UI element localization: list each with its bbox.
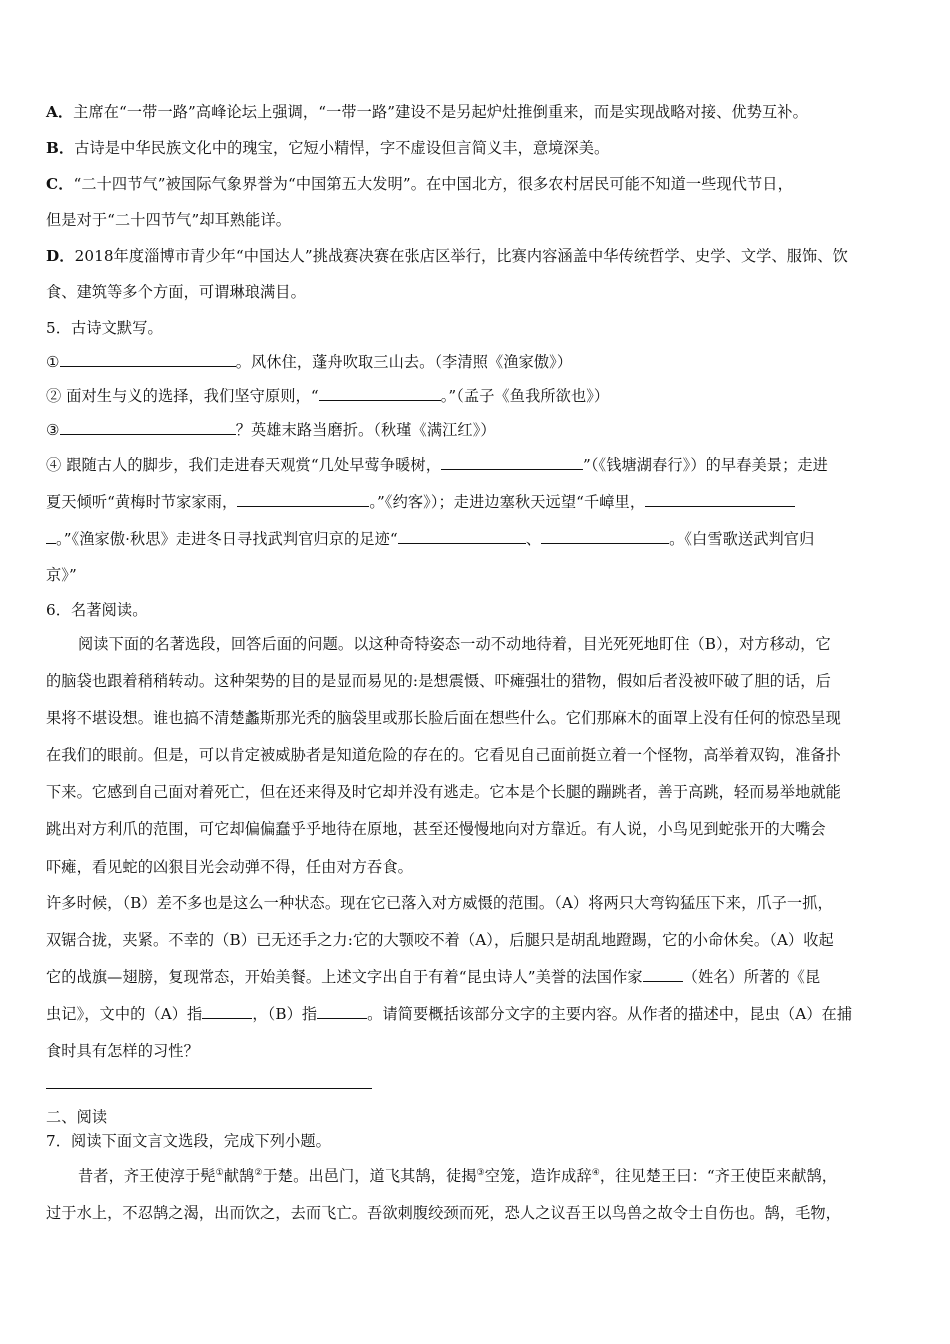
option-b <box>46 138 609 158</box>
passage-line: 阅读下面的名著选段，回答后面的问题。以这种奇特姿态一动不动地待着，目光死死地盯住（B），对方移动，它 <box>78 635 831 653</box>
passage-line: 双锯合拢，夹紧。不幸的（B）已无还手之力:它的大颚咬不着（A），后腿只是胡乱地蹬踢，它的小命休矣。（A）收起 <box>46 931 834 949</box>
option-letter: C． <box>46 175 74 193</box>
q5-title: 5．古诗文默写。 <box>46 319 163 337</box>
answer-line <box>46 1088 372 1089</box>
answer-blank <box>645 492 795 507</box>
answer-blank <box>319 386 441 401</box>
answer-blank <box>202 1004 252 1019</box>
option-d-cont: 食、建筑等多个方面，可谓琳琅满目。 <box>46 283 306 301</box>
option-text: 主席在“一带一路”高峰论坛上强调，“一带一路”建设不是另起炉灶推倒重来，而是实现战略对接、优势互补。 <box>73 103 808 121</box>
option-letter: D． <box>46 247 75 265</box>
passage-line: 果将不堪设想。谁也搞不清楚蠡斯那光秃的脑袋里或那长脸后面在想些什么。它们那麻木的面罩上没有任何的惊恐呈现 <box>46 709 841 727</box>
passage-line: 它的战旗—翅膀，复现常态，开始美餐。上述文字出自于有着“昆虫诗人”美誉的法国作家 （姓名）所著的《昆 <box>46 968 821 986</box>
answer-blank <box>46 529 56 544</box>
section-title: 二、阅读 <box>46 1108 108 1126</box>
passage-line: 吓瘫，看见蛇的凶狠目光会动弹不得，任由对方吞食。 <box>46 858 413 876</box>
option-d <box>46 246 848 266</box>
q5-line-3: ③ ？英雄末路当磨折。（秋瑾《满江红》） <box>46 421 496 439</box>
q6-title: 6．名著阅读。 <box>46 601 148 619</box>
passage-line: 许多时候，（B）差不多也是这么一种状态。现在它已落入对方威慑的范围。（A）将两只大弯钩猛压下来，爪子一抓， <box>46 894 833 912</box>
answer-blank <box>398 529 526 544</box>
option-text: 古诗是中华民族文化中的瑰宝，它短小精悍，字不虚设但言简义丰，意境深美。 <box>74 139 610 157</box>
passage-line: 跳出对方利爪的范围，可它却偏偏蠢乎乎地待在原地，甚至还慢慢地向对方靠近。有人说，小鸟见到蛇张开的大嘴会 <box>46 820 826 838</box>
answer-blank <box>60 352 236 367</box>
q5-line-6: 。”《渔家傲·秋思》走进冬日寻找武判官归京的足迹“ 、 。《白雪歌送武判官归 <box>46 529 814 549</box>
option-text: 2018年度淄博市青少年“中国达人”挑战赛决赛在张店区举行，比赛内容涵盖中华传统哲学、史学、文学、服饰、饮 <box>74 247 848 265</box>
passage-line: 在我们的眼前。但是，可以肯定被威胁者是知道危险的存在的。它看见自己面前挺立着一个怪物，高举着双钩，准备扑 <box>46 746 841 764</box>
option-a <box>46 102 808 122</box>
classical-line: 昔者，齐王使淳于髡①献鹄②于楚。出邑门，道飞其鹄，徒揭③空笼，造诈成辞④，往见楚王曰：“齐王使臣来献鹄， <box>78 1167 838 1185</box>
answer-blank <box>643 967 683 982</box>
passage-line: 食时具有怎样的习性？ <box>46 1042 199 1060</box>
q5-line-1: ① 。风休住，蓬舟吹取三山去。（李清照《渔家傲》） <box>46 353 573 371</box>
answer-blank <box>60 420 236 435</box>
answer-blank <box>317 1004 367 1019</box>
q5-line-2: ② 面对生与义的选择，我们坚守原则，“ 。”（孟子《鱼我所欲也》） <box>46 387 610 405</box>
q5-line-4: ④ 跟随古人的脚步，我们走进春天观赏“几处早莺争暖树， ”（《钱塘湖春行》）的早春美景；走进 <box>46 456 828 474</box>
option-text: “二十四节气”被国际气象界誉为“中国第五大发明”。在中国北方，很多农村居民可能不知道一些现代节日， <box>73 175 793 193</box>
q5-line-7: 京》” <box>46 566 77 584</box>
answer-blank <box>237 492 369 507</box>
option-letter: A． <box>46 103 74 121</box>
q7-title: 7．阅读下面文言文选段，完成下列小题。 <box>46 1132 331 1150</box>
answer-blank <box>541 529 669 544</box>
answer-blank <box>441 455 583 470</box>
passage-line: 虫记》，文中的（A）指 ，（B）指 。请简要概括该部分文字的主要内容。从作者的描述中，昆虫（A）在捕 <box>46 1005 853 1023</box>
q5-line-5: 夏天倾听“黄梅时节家家雨， 。”《约客》）；走进边塞秋天远望“千嶂里， <box>46 492 795 512</box>
option-c <box>46 174 793 194</box>
option-letter: B． <box>46 139 75 157</box>
classical-line: 过于水上，不忍鹄之渴，出而饮之，去而飞亡。吾欲刺腹绞颈而死，恐人之议吾王以鸟兽之故令士自伤也。鹄，毛物， <box>46 1204 841 1222</box>
option-c-cont: 但是对于“二十四节气”却耳熟能详。 <box>46 211 292 229</box>
passage-line: 下来。它感到自己面对着死亡，但在还来得及时它却并没有逃走。它本是个长腿的蹦跳者，善于高跳，轻而易举地就能 <box>46 783 841 801</box>
passage-line: 的脑袋也跟着稍稍转动。这种架势的目的是显而易见的:是想震慑、吓瘫强壮的猎物，假如后者没被吓破了胆的话，后 <box>46 672 831 690</box>
